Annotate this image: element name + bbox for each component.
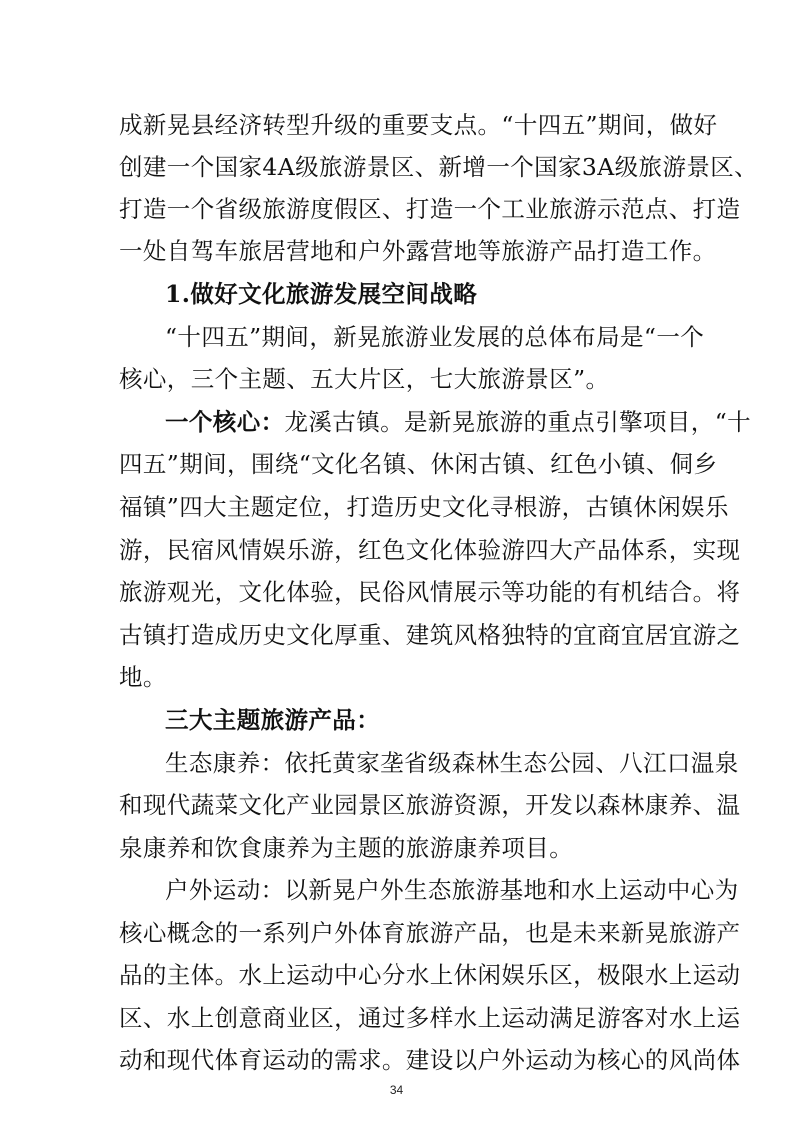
paragraph-line: 四五”期间，围绕“文化名镇、休闲古镇、红色小镇、侗乡 [119,450,718,478]
paragraph-line: 成新晃县经济转型升级的重要支点。“十四五”期间，做好 [119,111,718,139]
paragraph-line: 创建一个国家4A级旅游景区、新增一个国家3A级旅游景区、 [119,153,759,181]
paragraph-line: 古镇打造成历史文化厚重、建筑风格独特的宜商宜居宜游之 [119,621,741,649]
section-subheading: 三大主题旅游产品： [165,706,381,734]
core-lead: 一个核心： [165,408,285,436]
paragraph-line: 区、水上创意商业区，通过多样水上运动满足游客对水上运 [119,1004,741,1032]
paragraph-line: 户外运动：以新晃户外生态旅游基地和水上运动中心为 [165,876,739,904]
paragraph-line: 和现代蔬菜文化产业园景区旅游资源，开发以森林康养、温 [119,791,741,819]
paragraph-line: “十四五”期间，新晃旅游业发展的总体布局是“一个 [165,323,705,351]
paragraph-line: 泉康养和饮食康养为主题的旅游康养项目。 [119,834,574,862]
paragraph-line: 地。 [119,663,167,691]
section-heading: 1.做好文化旅游发展空间战略 [165,280,478,308]
paragraph-line: 旅游观光，文化体验，民俗风情展示等功能的有机结合。将 [119,578,741,606]
page-number: 34 [389,1083,404,1097]
paragraph-line: 核心概念的一系列户外体育旅游产品，也是未来新晃旅游产 [119,919,741,947]
paragraph-line: 生态康养：依托黄家垄省级森林生态公园、八江口温泉 [165,749,739,777]
paragraph-line [165,407,752,437]
paragraph-line: 游，民宿风情娱乐游，红色文化体验游四大产品体系，实现 [119,536,741,564]
paragraph-line: 品的主体。水上运动中心分水上休闲娱乐区，极限水上运动 [119,961,741,989]
paragraph-line: 打造一个省级旅游度假区、打造一个工业旅游示范点、打造 [119,195,741,223]
paragraph-line: 福镇”四大主题定位，打造历史文化寻根游，古镇休闲娱乐 [119,493,729,521]
core-text: 龙溪古镇。是新晃旅游的重点引擎项目，“十 [284,408,752,436]
paragraph-line: 动和现代体育运动的需求。建设以户外运动为核心的风尚体 [119,1046,741,1074]
paragraph-line: 核心，三个主题、五大片区，七大旅游景区”。 [119,365,610,393]
paragraph-line: 一处自驾车旅居营地和户外露营地等旅游产品打造工作。 [119,237,717,265]
